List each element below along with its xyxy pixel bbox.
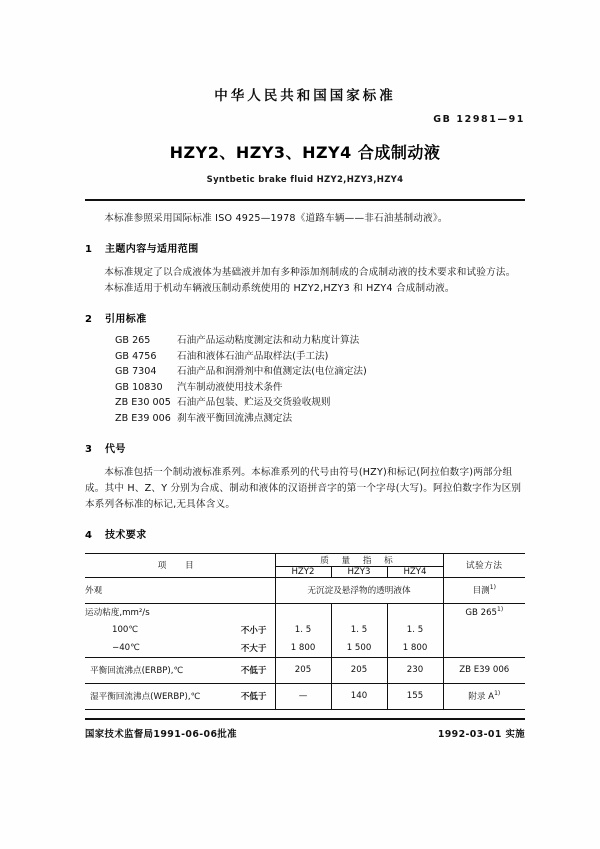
footer-effective-date: 1992-03-01 实施 [437, 729, 525, 740]
row-value-hzy3: 205 [331, 657, 387, 683]
row-value-hzy4: 155 [387, 683, 443, 709]
footer-divider [85, 718, 525, 720]
national-standard-heading: 中华人民共和国国家标准 [214, 88, 396, 104]
reference-code: GB 7304 [115, 366, 157, 378]
row-item-cell [85, 621, 275, 639]
row-test-method-text: GB 265 [465, 608, 498, 619]
section-heading-2 [85, 310, 525, 325]
row-value-hzy4: 1. 5 [387, 621, 443, 639]
row-item-name: 平衡回流沸点(ERBP),℃ [90, 666, 184, 677]
row-item-cell [85, 683, 275, 709]
reference-item [85, 395, 525, 411]
section-number-3: 3 [85, 443, 93, 455]
reference-name: 石油产品和润滑剂中和值测定法(电位滴定法) [177, 366, 367, 378]
reference-code: ZB E30 005 [115, 397, 171, 409]
scope-paragraph-2: 本标准适用于机动车辆液压制动系统使用的 HZY2,HZY3 和 HZY4 合成制动液。 [104, 283, 455, 294]
row-test-method [443, 639, 525, 657]
row-item-name: 100℃ [112, 625, 139, 636]
row-value-hzy3 [331, 603, 387, 621]
row-value-hzy2: — [275, 683, 331, 709]
row-value-hzy2: 1 800 [275, 639, 331, 657]
reference-name: 刹车液平衡回流沸点测定法 [177, 412, 293, 424]
row-item-name: 湿平衡回流沸点(WERBP),℃ [90, 692, 201, 703]
reference-name: 石油产品运动粘度测定法和动力粘度计算法 [177, 335, 360, 346]
row-limit-label: 不低于 [240, 666, 267, 677]
row-value-hzy2: 1. 5 [275, 621, 331, 639]
section-heading-4 [85, 526, 525, 541]
technical-requirements-table-wrapper [85, 553, 525, 710]
english-title: Syntbetic brake fluid HZY2,HZY3,HZY4 [206, 175, 404, 185]
gb-number: GB 12981—91 [433, 114, 525, 125]
row-item-name: −40℃ [112, 642, 140, 653]
table-row [85, 683, 525, 709]
table-row [85, 621, 525, 639]
reference-standards-list [85, 333, 525, 427]
gb-number-row [85, 114, 525, 134]
section-number-2: 2 [85, 314, 93, 325]
section-number-1: 1 [85, 244, 93, 255]
intro-paragraph: 本标准参照采用国际标准 ISO 4925—1978《道路车辆——非石油基制动液》。 [104, 213, 448, 224]
table-row [85, 657, 525, 683]
document-content [85, 80, 525, 710]
row-test-method [443, 577, 525, 603]
section-title-4: 技术要求 [105, 529, 147, 541]
row-limit-label: 不小于 [240, 626, 267, 637]
section-title-1: 主题内容与适用范围 [105, 244, 199, 255]
table-row [85, 603, 525, 621]
table-header-row-group [85, 553, 525, 566]
title-divider [85, 199, 525, 201]
reference-name: 石油和液体石油产品取样法(手工法) [177, 350, 329, 362]
row-item-cell [85, 657, 275, 683]
row-item-name: 外观 [85, 577, 275, 603]
table-header-grade-hzy3: HZY3 [331, 566, 387, 577]
row-test-method [443, 683, 525, 709]
section-title-3: 代号 [105, 443, 126, 455]
section-number-4: 4 [85, 529, 93, 541]
table-header-item: 项 目 [85, 553, 275, 577]
reference-code: GB 265 [115, 335, 151, 346]
section-heading-3 [85, 440, 525, 455]
row-test-method [443, 621, 525, 639]
footnote-marker: 1) [489, 584, 496, 592]
page-footer [85, 726, 525, 740]
row-value-hzy4: 230 [387, 657, 443, 683]
section-heading-1 [85, 240, 525, 255]
reference-code: GB 10830 [115, 381, 163, 393]
row-item-cell [85, 639, 275, 657]
row-value-hzy2 [275, 603, 331, 621]
section-title-2: 引用标准 [105, 314, 147, 325]
row-value-hzy3: 1. 5 [331, 621, 387, 639]
table-header-test-method: 试验方法 [443, 553, 525, 577]
row-value-hzy2: 205 [275, 657, 331, 683]
row-limit-label: 不低于 [240, 692, 267, 703]
reference-item [85, 349, 525, 365]
row-limit-label: 不大于 [240, 643, 267, 654]
reference-code: ZB E39 006 [115, 412, 171, 424]
reference-name: 汽车制动液使用技术条件 [177, 381, 283, 393]
reference-item [85, 411, 525, 427]
footnote-marker: 1) [494, 690, 501, 698]
row-test-method-text: 目测 [472, 586, 490, 597]
reference-name: 石油产品包装、贮运及交货验收规则 [177, 397, 331, 409]
row-test-method [443, 603, 525, 621]
footnote-marker: 1) [497, 606, 504, 614]
reference-code: GB 4756 [115, 350, 157, 362]
row-value-hzy3: 1 500 [331, 639, 387, 657]
table-header-grade-hzy4: HZY4 [387, 566, 443, 577]
row-value-hzy3: 140 [331, 683, 387, 709]
table-row [85, 577, 525, 603]
reference-item [85, 364, 525, 380]
row-test-method: ZB E39 006 [443, 657, 525, 683]
scope-paragraph-1: 本标准规定了以合成液体为基础液并加有多种添加剂制成的合成制动液的技术要求和试验方法。 [104, 267, 516, 278]
reference-item [85, 333, 525, 349]
row-test-method-text: 附录 A [468, 692, 495, 703]
row-value-hzy4 [387, 603, 443, 621]
footer-approval: 国家技术监督局1991-06-06批准 [85, 729, 237, 740]
table-row [85, 639, 525, 657]
row-item-name: 运动粘度,mm²/s [85, 608, 150, 619]
code-paragraph: 本标准包括一个制动液标准系列。本标准系列的代号由符号(HZY)和标记(阿拉伯数字)两部分组成。其中 H、Z、Y 分别为合成、制动和液体的汉语拼音字的第一个字母(大写)。阿拉伯数字作为区别本系列各标准的标记,无具体含义。 [85, 466, 522, 510]
row-merged-value: 无沉淀及悬浮物的透明液体 [275, 577, 443, 603]
page-title: HZY2、HZY3、HZY4 合成制动液 [169, 143, 441, 162]
technical-requirements-table [85, 553, 525, 710]
row-value-hzy4: 1 800 [387, 639, 443, 657]
reference-item [85, 380, 525, 396]
table-header-quality-index: 质 量 指 标 [275, 553, 443, 566]
table-header-grade-hzy2: HZY2 [275, 566, 331, 577]
